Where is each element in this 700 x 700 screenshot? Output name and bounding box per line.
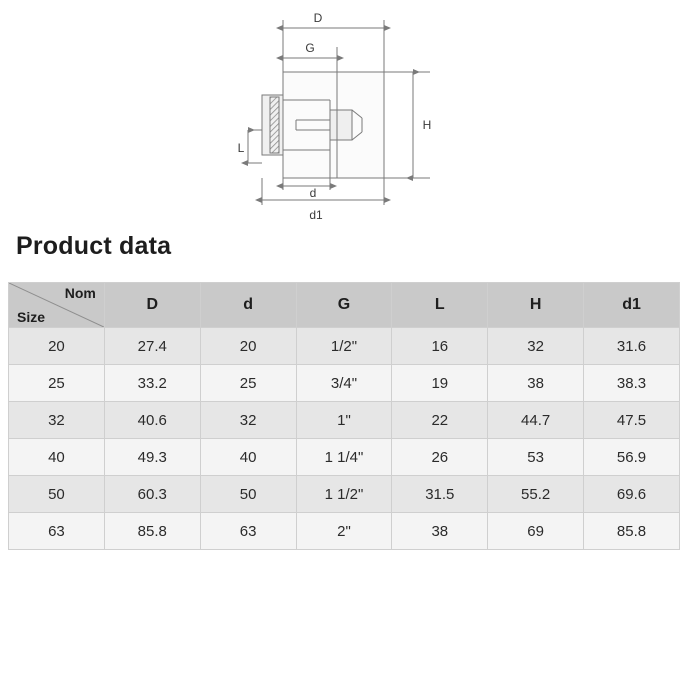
- table-cell-size: 25: [9, 365, 105, 402]
- table-header-D: D: [104, 283, 200, 328]
- table-cell-G: 1/2": [296, 328, 392, 365]
- table-cell-G: 1 1/2": [296, 476, 392, 513]
- table-row: [9, 402, 680, 439]
- table-cell-H: 38: [488, 365, 584, 402]
- table-cell-G: 3/4": [296, 365, 392, 402]
- table-cell-d: 63: [200, 513, 296, 550]
- table-row: [9, 328, 680, 365]
- table-cell-size: 50: [9, 476, 105, 513]
- table-cell-D: 85.8: [104, 513, 200, 550]
- dimension-label-G: G: [305, 41, 315, 55]
- fitting-cross-section-diagram: [0, 0, 700, 230]
- table-cell-d1: 56.9: [584, 439, 680, 476]
- table-cell-D: 27.4: [104, 328, 200, 365]
- table-cell-d: 50: [200, 476, 296, 513]
- product-data-table-container: [8, 282, 680, 550]
- table-header-d: d: [200, 283, 296, 328]
- table-corner-cell: [9, 283, 105, 328]
- table-cell-d1: 69.6: [584, 476, 680, 513]
- dimension-label-H: H: [422, 118, 432, 132]
- table-cell-H: 53: [488, 439, 584, 476]
- table-header-G: G: [296, 283, 392, 328]
- table-cell-L: 38: [392, 513, 488, 550]
- table-cell-d: 40: [200, 439, 296, 476]
- table-cell-L: 16: [392, 328, 488, 365]
- table-row: [9, 476, 680, 513]
- table-cell-G: 1 1/4": [296, 439, 392, 476]
- product-data-table: [8, 282, 680, 550]
- table-cell-H: 69: [488, 513, 584, 550]
- table-cell-size: 20: [9, 328, 105, 365]
- table-header-d1: d1: [584, 283, 680, 328]
- table-header-row: [9, 283, 680, 328]
- dimension-label-d1: d1: [309, 208, 323, 222]
- table-cell-size: 32: [9, 402, 105, 439]
- table-header-L: L: [392, 283, 488, 328]
- table-cell-d: 32: [200, 402, 296, 439]
- table-cell-G: 2": [296, 513, 392, 550]
- table-cell-d1: 85.8: [584, 513, 680, 550]
- table-row: [9, 513, 680, 550]
- table-header-H: H: [488, 283, 584, 328]
- table-cell-H: 55.2: [488, 476, 584, 513]
- table-cell-L: 19: [392, 365, 488, 402]
- dimension-label-D: D: [313, 11, 323, 25]
- page-title: Product data: [16, 232, 172, 260]
- table-cell-D: 49.3: [104, 439, 200, 476]
- table-row: [9, 365, 680, 402]
- table-cell-L: 26: [392, 439, 488, 476]
- table-cell-G: 1": [296, 402, 392, 439]
- table-cell-H: 32: [488, 328, 584, 365]
- table-cell-d1: 31.6: [584, 328, 680, 365]
- table-cell-d: 20: [200, 328, 296, 365]
- table-cell-d: 25: [200, 365, 296, 402]
- dimension-label-d: d: [309, 186, 317, 200]
- table-cell-L: 22: [392, 402, 488, 439]
- table-cell-size: 40: [9, 439, 105, 476]
- table-cell-D: 60.3: [104, 476, 200, 513]
- table-corner-nom-label: Nom: [64, 285, 96, 301]
- table-cell-L: 31.5: [392, 476, 488, 513]
- table-cell-D: 33.2: [104, 365, 200, 402]
- table-corner-size-label: Size: [17, 309, 46, 325]
- table-cell-D: 40.6: [104, 402, 200, 439]
- table-cell-d1: 38.3: [584, 365, 680, 402]
- table-row: [9, 439, 680, 476]
- dimension-label-L: L: [237, 141, 245, 155]
- table-cell-d1: 47.5: [584, 402, 680, 439]
- table-cell-size: 63: [9, 513, 105, 550]
- technical-drawing: [0, 0, 700, 230]
- table-cell-H: 44.7: [488, 402, 584, 439]
